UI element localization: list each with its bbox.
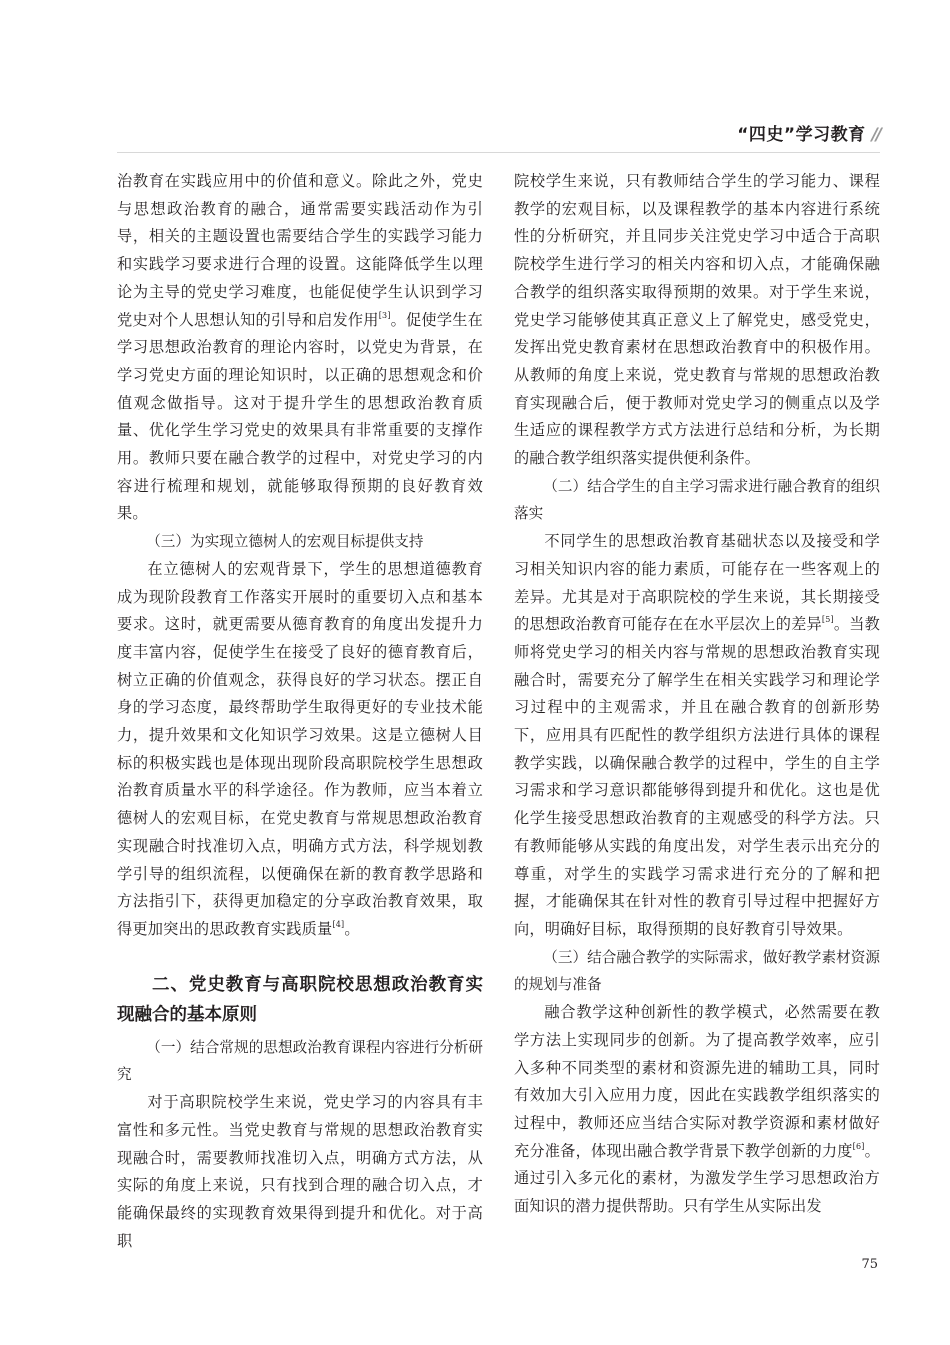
journal-section-title: “四史”学习教育: [737, 125, 866, 145]
header-slashes-decoration: //: [871, 125, 880, 145]
subsection-heading: （二）结合学生的自主学习需求进行融合教育的组织落实: [514, 477, 880, 523]
body-paragraph: [117, 168, 483, 528]
paragraph-text: 。当教师将党史学习的相关内容与常规的思想政治教育实现融合时，需要充分了解学生在相关实践学习和理论学习过程中的主观需求，并且在融合教育的创新形势下，应用具有匹配性的教学组织方法进行具体的课程教学实践，以确保融合教学的过程中，学生的自主学习需求和学习意识都能够得到提升和优化。这也是优化学生接受思想政治教育的主观感受的科学方法。只有教师能够从实践的角度出发，对学生表示出充分的尊重，对学生的实践学习需求进行充分的了解和把握，才能确保其在针对性的教育引导过程中把握好方向，明确好目标，取得预期的良好教育引导效果。: [514, 615, 880, 938]
citation-marker: [5]: [821, 615, 834, 625]
paragraph-text: 治教育在实践应用中的价值和意义。除此之外，党史与思想政治教育的融合，通常需要实践活动作为引导，相关的主题设置也需要结合学生的实践学习能力和实践学习要求进行合理的设置。这能降低学生以理论为主导的党史学习难度，也能促使学生认识到学习党史对个人思想认知的引导和启发作用: [117, 172, 483, 329]
paragraph-text: 不同学生的思想政治教育基础状态以及接受和学习相关知识内容的能力素质，可能存在一些客观上的差异。尤其是对于高职院校的学生来说，其长期接受的思想政治教育可能存在在水平层次上的差异: [514, 532, 880, 634]
citation-marker: [4]: [332, 919, 345, 929]
right-column: [514, 168, 880, 1221]
left-column: [117, 168, 483, 1255]
body-paragraph: 院校学生来说，只有教师结合学生的学习能力、课程教学的宏观目标，以及课程教学的基本内容进行系统性的分析研究，并且同步关注党史学习中适合于高职院校学生进行学习的相关内容和切入点，才能确保融合教学的组织落实取得预期的效果。对于学生来说，党史学习能够使其真正意义上了解党史，感受党史，发挥出党史教育素材在思想政治教育中的积极作用。从教师的角度上来说，党史教育与常规的思想政治教育实现融合后，便于教师对党史学习的侧重点以及学生适应的课程教学方式方法进行总结和分析，为长期的融合教学组织落实提供便利条件。: [514, 172, 880, 468]
paragraph-text: 。: [344, 919, 360, 938]
subsection-heading: （三）为实现立德树人的宏观目标提供支持: [146, 533, 424, 551]
body-paragraph: [514, 999, 880, 1221]
paragraph-text: 在立德树人的宏观背景下，学生的思想道德教育成为现阶段教育工作落实开展时的重要切入点和基本要求。这时，就更需要从德育教育的角度出发提升力度丰富内容，促使学生在接受了良好的德育教育后，树立正确的价值观念，获得良好的学习状态。摆正自身的学习态度，最终帮助学生取得更好的专业技术能力，提升效果和文化知识学习效果。这是立德树人目标的积极实践也是体现出现阶段高职院校学生思想政治教育质量水平的科学途径。作为教师，应当本着立德树人的宏观目标，在党史教育与常规思想政治教育实现融合时找准切入点，明确方式方法，科学规划教学引导的组织流程，以便确保在新的教育教学思路和方法指引下，获得更加稳定的分享政治教育效果，取得更加突出的思政教育实践质量: [117, 559, 483, 938]
body-paragraph: [514, 528, 880, 944]
body-paragraph: 对于高职院校学生来说，党史学习的内容具有丰富性和多元性。当党史教育与常规的思想政治教育实现融合时，需要教师找准切入点，明确方式方法，从实际的角度上来说，只有找到合理的融合切入点，才能确保最终的实现教育效果得到提升和优化。对于高职: [117, 1093, 483, 1250]
body-paragraph: [117, 556, 483, 944]
subsection-heading: （一）结合常规的思想政治教育课程内容进行分析研究: [117, 1038, 483, 1084]
paragraph-text: 。促使学生在学习思想政治教育的理论内容时，以党史为背景，在学习党史方面的理论知识时，以正确的思想观念和价值观念做指导。这对于提升学生的思想政治教育质量、优化学生学习党史的效果具有非常重要的支撑作用。教师只要在融合教学的过程中，对党史学习的内容进行梳理和规划，就能够取得预期的良好教育效果。: [117, 310, 484, 523]
citation-marker: [6]: [852, 1141, 865, 1151]
paragraph-text: 融合教学这种创新性的教学模式，必然需要在教学方法上实现同步的创新。为了提高教学效率，应引入多种不同类型的素材和资源先进的辅助工具，同时有效加大引入应用力度，因此在实践教学组织落实的过程中，教师还应当结合实际对教学资源和素材做好充分准备，体现出融合教学背景下教学创新的力度: [514, 1003, 880, 1160]
header-rule: [117, 152, 880, 153]
paragraph-text: 。通过引入多元化的素材，为激发学生学习思想政治方面知识的潜力提供帮助。只有学生从实际出发: [514, 1141, 881, 1216]
citation-marker: [3]: [378, 310, 391, 320]
section-heading: 二、党史教育与高职院校思想政治教育实现融合的基本原则: [117, 974, 483, 1025]
page-number: 75: [861, 1257, 878, 1272]
subsection-heading: （三）结合融合教学的实际需求，做好教学素材资源的规划与准备: [514, 948, 880, 994]
running-header: [737, 120, 880, 145]
